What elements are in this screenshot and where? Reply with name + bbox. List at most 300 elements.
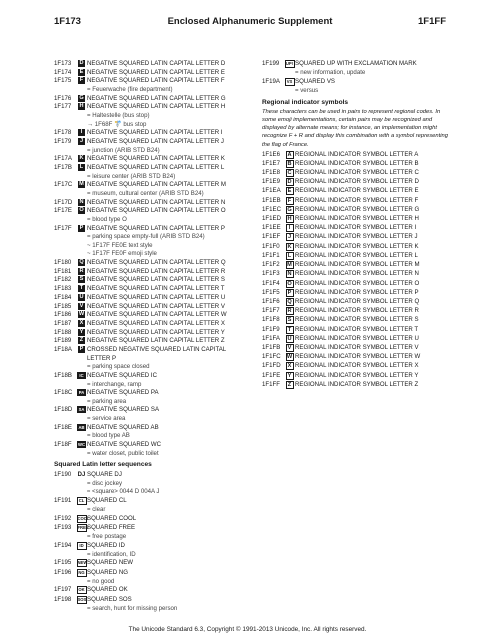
annotation: = blood type O — [87, 216, 127, 223]
glyph-cell — [76, 497, 87, 506]
chart-entry — [54, 181, 244, 190]
glyph: T — [286, 326, 294, 334]
chart-entry — [54, 406, 244, 415]
code-point: 1F1FF — [262, 380, 280, 388]
glyph: WC — [78, 442, 85, 448]
chart-entry — [54, 276, 244, 285]
glyph: M — [287, 262, 292, 269]
character-name: NEGATIVE SQUARED LATIN CAPITAL LETTER F — [87, 77, 225, 85]
chart-entry — [54, 199, 244, 208]
character-name: NEGATIVE SQUARED LATIN CAPITAL LETTER D — [87, 60, 226, 67]
chart-entry — [54, 372, 244, 381]
glyph: L — [286, 252, 294, 260]
code-point: 1F1F9 — [262, 325, 280, 333]
character-name: NEGATIVE SQUARED LATIN CAPITAL LETTER G — [87, 94, 226, 102]
chart-entry — [262, 307, 452, 316]
code-point: 1F18B — [54, 371, 72, 379]
glyph-cell — [76, 524, 87, 533]
glyph-cell — [76, 586, 87, 595]
character-name: REGIONAL INDICATOR SYMBOL LETTER C — [295, 169, 419, 177]
glyph-cell — [76, 138, 87, 147]
header-range-start: 1F173 — [54, 16, 81, 27]
glyph: C — [287, 170, 292, 177]
glyph: Z — [79, 337, 84, 344]
code-point: 1F19A — [262, 77, 280, 85]
code-point: 1F186 — [54, 311, 72, 319]
character-name: REGIONAL INDICATOR SYMBOL LETTER Q — [295, 297, 420, 305]
chart-entry — [262, 362, 452, 371]
glyph-cell — [76, 164, 87, 173]
glyph-cell — [76, 95, 87, 104]
character-name: SQUARED FREE — [87, 523, 136, 531]
glyph: K — [287, 243, 292, 250]
code-point: 1F17F — [54, 224, 72, 232]
glyph: X — [79, 320, 84, 326]
code-point: 1F1FC — [262, 353, 281, 361]
annotation: = clear — [87, 505, 106, 513]
code-point: 1F174 — [54, 68, 72, 76]
code-point: 1F1F1 — [262, 251, 280, 259]
character-name: REGIONAL INDICATOR SYMBOL LETTER F — [295, 196, 419, 204]
glyph-cell — [284, 316, 295, 325]
glyph: UP! — [285, 61, 294, 66]
code-point: 1F173 — [54, 60, 72, 67]
character-name: REGIONAL INDICATOR SYMBOL LETTER L — [295, 251, 418, 259]
character-name: REGIONAL INDICATOR SYMBOL LETTER P — [295, 288, 419, 296]
glyph-cell — [284, 206, 295, 215]
annotation: = parking area — [87, 397, 127, 405]
code-point: 1F17A — [54, 155, 72, 163]
glyph: CL — [77, 497, 87, 505]
chart-entry — [262, 233, 452, 242]
glyph: VS — [285, 78, 295, 86]
code-point: 1F17E — [54, 207, 72, 215]
annotation: = parking space empty-full (ARIB STD B24) — [87, 233, 205, 241]
glyph-cell — [284, 215, 295, 224]
chart-entry — [262, 252, 452, 261]
character-name: REGIONAL INDICATOR SYMBOL LETTER D — [295, 178, 419, 186]
character-name: NEGATIVE SQUARED LATIN CAPITAL LETTER N — [87, 198, 226, 206]
chart-entry — [54, 337, 244, 346]
code-point: 1F1ED — [262, 215, 281, 223]
chart-entry — [54, 60, 244, 69]
chart-entry — [262, 206, 452, 215]
code-point: 1F196 — [54, 568, 72, 576]
character-name: NEGATIVE SQUARED LATIN CAPITAL LETTER K — [87, 155, 225, 163]
chart-entry — [262, 344, 452, 353]
code-point: 1F1FE — [262, 371, 281, 379]
code-point: 1F1E6 — [262, 150, 280, 158]
chart-entry — [262, 326, 452, 335]
annotation: = interchange, ramp — [87, 380, 142, 388]
glyph: J — [79, 138, 84, 144]
glyph-cell — [284, 335, 295, 344]
glyph: NG — [78, 569, 85, 575]
glyph-cell — [76, 181, 87, 190]
glyph: O — [79, 207, 84, 214]
code-point: 1F17B — [54, 164, 72, 171]
glyph: X — [286, 362, 294, 370]
character-name: REGIONAL INDICATOR SYMBOL LETTER V — [295, 343, 419, 351]
chart-entry — [54, 497, 244, 506]
annotation: = new information, update — [295, 69, 366, 77]
chart-entry — [262, 381, 452, 390]
glyph: PA — [78, 390, 85, 396]
character-name: NEGATIVE SQUARED LATIN CAPITAL LETTER M — [87, 181, 226, 189]
glyph: OK — [78, 587, 85, 593]
code-point: 1F18F — [54, 441, 72, 449]
annotation: = search, hunt for missing person — [87, 604, 178, 612]
glyph-cell — [284, 187, 295, 196]
glyph-cell — [76, 207, 87, 216]
chart-entry — [54, 542, 244, 551]
glyph-cell — [76, 441, 87, 450]
annotation: = museum, cultural center (ARIB STD B24) — [87, 190, 204, 197]
character-name: REGIONAL INDICATOR SYMBOL LETTER J — [295, 233, 418, 241]
glyph-cell — [284, 197, 295, 206]
glyph: S — [79, 276, 84, 283]
glyph-cell — [76, 103, 87, 112]
chart-entry — [54, 164, 244, 173]
glyph: B — [287, 160, 292, 167]
annotation: → 1F68F 🚏 bus stop — [87, 120, 147, 128]
chart-entry — [262, 169, 452, 178]
chart-entry — [262, 261, 452, 270]
chart-entry — [262, 60, 452, 69]
character-name: SQUARED COOL — [87, 514, 137, 522]
glyph: SOS — [77, 596, 87, 602]
glyph-cell — [76, 311, 87, 320]
glyph: Z — [286, 381, 294, 389]
glyph-cell — [284, 270, 295, 279]
annotation: = versus — [295, 87, 319, 94]
code-point: 1F190 — [54, 470, 72, 478]
code-point: 1F181 — [54, 267, 72, 275]
character-name: NEGATIVE SQUARED LATIN CAPITAL LETTER X — [87, 320, 225, 327]
glyph-cell — [76, 199, 87, 208]
code-point: 1F1FA — [262, 334, 280, 342]
code-point: 1F195 — [54, 559, 72, 567]
glyph: N — [79, 198, 84, 205]
code-point: 1F193 — [54, 523, 72, 531]
character-name: REGIONAL INDICATOR SYMBOL LETTER W — [295, 353, 421, 361]
glyph-cell — [76, 77, 87, 86]
glyph-cell — [284, 326, 295, 335]
page-header — [54, 16, 446, 30]
chart-entry — [262, 151, 452, 160]
glyph: H — [79, 103, 84, 110]
glyph: I — [78, 129, 85, 136]
character-name: SQUARE DJ — [87, 470, 122, 478]
character-name: NEGATIVE SQUARED LATIN CAPITAL LETTER Z — [87, 337, 225, 345]
chart-entry — [54, 303, 244, 312]
code-point: 1F1EB — [262, 196, 281, 204]
code-point: 1F1F2 — [262, 261, 280, 269]
glyph: SA — [78, 407, 85, 413]
character-name: NEGATIVE SQUARED LATIN CAPITAL LETTER H — [87, 103, 226, 111]
chart-entry — [262, 160, 452, 169]
glyph-cell — [76, 471, 87, 480]
glyph-cell — [284, 298, 295, 307]
glyph: L — [79, 164, 84, 170]
glyph-cell — [284, 261, 295, 270]
glyph-cell — [76, 259, 87, 268]
code-point: 1F188 — [54, 328, 72, 336]
glyph: G — [287, 206, 292, 213]
glyph-cell — [76, 389, 87, 398]
header-title: Enclosed Alphanumeric Supplement — [167, 16, 333, 27]
glyph-cell — [76, 268, 87, 277]
character-name: REGIONAL INDICATOR SYMBOL LETTER E — [295, 187, 419, 195]
chart-entry — [54, 225, 244, 234]
glyph: J — [286, 233, 294, 241]
chart-entry — [54, 138, 244, 147]
character-name: REGIONAL INDICATOR SYMBOL LETTER N — [295, 270, 419, 278]
code-point: 1F189 — [54, 337, 72, 345]
glyph: E — [79, 68, 84, 75]
glyph-cell — [284, 243, 295, 252]
glyph-cell — [284, 233, 295, 242]
glyph-cell — [284, 178, 295, 187]
code-point: 1F1F0 — [262, 242, 280, 250]
glyph-cell — [76, 542, 87, 551]
code-point: 1F197 — [54, 586, 72, 594]
character-name: NEGATIVE SQUARED LATIN CAPITAL LETTER Y — [87, 328, 225, 336]
annotation: = identification, ID — [87, 550, 136, 558]
glyph: Q — [79, 259, 84, 266]
character-name: NEGATIVE SQUARED LATIN CAPITAL LETTER E — [87, 68, 225, 76]
glyph-cell — [76, 276, 87, 285]
chart-entry — [54, 424, 244, 433]
character-name: REGIONAL INDICATOR SYMBOL LETTER Y — [295, 371, 419, 379]
character-name: NEGATIVE SQUARED PA — [87, 389, 159, 397]
character-name: REGIONAL INDICATOR SYMBOL LETTER S — [295, 316, 419, 324]
glyph-cell — [284, 160, 295, 169]
glyph-cell — [284, 252, 295, 261]
code-point: 1F1EA — [262, 187, 281, 195]
glyph-cell — [284, 280, 295, 289]
character-name: REGIONAL INDICATOR SYMBOL LETTER Z — [295, 380, 419, 388]
character-name: NEGATIVE SQUARED IC — [87, 371, 157, 379]
chart-entry — [54, 77, 244, 86]
glyph-cell — [284, 381, 295, 390]
glyph: FREE — [77, 524, 89, 530]
chart-entry — [54, 259, 244, 268]
annotation: = disc jockey — [87, 479, 123, 487]
chart-entry — [54, 524, 244, 533]
chart-entry — [54, 69, 244, 78]
code-point: 1F1F4 — [262, 279, 280, 287]
character-name: NEGATIVE SQUARED SA — [87, 406, 160, 414]
glyph: NEW — [77, 560, 88, 566]
code-point: 1F18E — [54, 423, 72, 431]
glyph: Y — [286, 372, 294, 380]
glyph-cell — [76, 424, 87, 433]
character-name: REGIONAL INDICATOR SYMBOL LETTER M — [295, 261, 420, 269]
glyph: D — [79, 60, 84, 66]
annotation: = leisure center (ARIB STD B24) — [87, 172, 176, 180]
chart-entry — [54, 268, 244, 277]
character-name: REGIONAL INDICATOR SYMBOL LETTER G — [295, 205, 420, 213]
annotation: = Feuerwache (fire department) — [87, 86, 173, 94]
chart-entry — [262, 316, 452, 325]
code-point: 1F1EC — [262, 205, 281, 213]
code-point: 1F177 — [54, 103, 72, 111]
glyph: P — [286, 289, 294, 297]
character-name: SQUARED OK — [87, 586, 128, 594]
character-name: NEGATIVE SQUARED LATIN CAPITAL LETTER V — [87, 302, 225, 310]
chart-entry — [262, 178, 452, 187]
character-name: NEGATIVE SQUARED AB — [87, 423, 159, 431]
glyph-cell — [284, 307, 295, 316]
glyph-cell — [284, 224, 295, 233]
section-heading: Squared Latin letter sequences — [54, 461, 152, 469]
character-name: SQUARED VS — [295, 77, 335, 85]
code-point: 1F17C — [54, 181, 73, 189]
glyph: I — [286, 224, 294, 232]
annotation: = free postage — [87, 532, 127, 540]
code-point: 1F1F6 — [262, 297, 280, 305]
glyph-cell — [76, 320, 87, 329]
chart-entry — [54, 569, 244, 578]
glyph-cell — [76, 372, 87, 381]
glyph-cell — [284, 78, 295, 87]
chart-entry — [262, 78, 452, 87]
glyph-cell — [284, 362, 295, 371]
character-name: NEGATIVE SQUARED LATIN CAPITAL LETTER W — [87, 311, 227, 319]
character-name: CROSSED NEGATIVE SQUARED LATIN CAPITAL LETTER P — [87, 346, 226, 362]
glyph-cell — [284, 151, 295, 160]
glyph: COOL — [77, 515, 90, 521]
glyph-cell — [76, 406, 87, 415]
character-name: SQUARED SOS — [87, 595, 132, 603]
chart-entry — [54, 596, 244, 605]
glyph-cell — [76, 69, 87, 78]
chart-entry — [54, 389, 244, 398]
glyph: R — [79, 267, 84, 274]
character-name: SQUARED CL — [87, 496, 127, 504]
chart-entry — [262, 187, 452, 196]
character-name: REGIONAL INDICATOR SYMBOL LETTER O — [295, 279, 420, 287]
character-name: SQUARED NG — [87, 568, 128, 576]
glyph: DJ — [77, 471, 86, 478]
chart-entry — [262, 215, 452, 224]
glyph: R — [287, 308, 292, 315]
code-point: 1F183 — [54, 285, 72, 293]
chart-entry — [54, 155, 244, 164]
glyph-cell — [76, 303, 87, 312]
chart-entry — [262, 197, 452, 206]
glyph-cell — [76, 155, 87, 164]
annotation: = junction (ARIB STD B24) — [87, 146, 160, 154]
character-name: REGIONAL INDICATOR SYMBOL LETTER X — [295, 362, 419, 370]
glyph-cell — [284, 353, 295, 362]
glyph: D — [287, 179, 292, 186]
code-point: 1F17D — [54, 198, 73, 206]
character-name: NEGATIVE SQUARED LATIN CAPITAL LETTER L — [87, 164, 225, 171]
glyph: Q — [287, 298, 292, 305]
code-point: 1F1F8 — [262, 316, 280, 324]
glyph-cell — [76, 285, 87, 294]
chart-entry — [262, 298, 452, 307]
chart-entry — [54, 329, 244, 338]
character-name: NEGATIVE SQUARED LATIN CAPITAL LETTER S — [87, 276, 225, 284]
code-point: 1F1EF — [262, 233, 281, 241]
chart-entry — [262, 243, 452, 252]
glyph: P — [79, 224, 84, 231]
chart-entry — [54, 129, 244, 138]
chart-entry — [262, 353, 452, 362]
character-name: REGIONAL INDICATOR SYMBOL LETTER I — [295, 224, 417, 232]
annotation: = parking space closed — [87, 363, 150, 371]
glyph-cell — [76, 596, 87, 605]
chart-entry — [54, 515, 244, 524]
glyph: H — [287, 216, 292, 223]
glyph: V — [79, 302, 84, 309]
glyph: AB — [78, 424, 85, 430]
code-point: 1F1F3 — [262, 270, 280, 278]
annotation: = no good — [87, 577, 115, 585]
chart-entry — [262, 335, 452, 344]
code-point: 1F1F7 — [262, 307, 280, 315]
character-name: NEGATIVE SQUARED WC — [87, 441, 162, 449]
glyph: Y — [79, 328, 84, 335]
section-description: These characters can be used in pairs to represent regional codes. In some emoji implementations, certain pairs may be recognized and displayed by alternate means; for instance, an implementation might recognize F + R and display this combination with a symbol representing the flag of France. — [262, 109, 448, 148]
glyph: N — [287, 271, 292, 278]
code-point: 1F1E7 — [262, 159, 280, 167]
annotation: = Haltestelle (bus stop) — [87, 112, 150, 120]
glyph: IC — [77, 372, 86, 379]
character-name: REGIONAL INDICATOR SYMBOL LETTER R — [295, 307, 419, 315]
character-name: NEGATIVE SQUARED LATIN CAPITAL LETTER U — [87, 293, 226, 301]
glyph: ID — [77, 542, 87, 550]
chart-entry — [54, 95, 244, 104]
code-point: 1F179 — [54, 138, 72, 145]
code-point: 1F191 — [54, 496, 72, 504]
code-point: 1F1EE — [262, 224, 281, 232]
annotation: = water closet, public toilet — [87, 449, 159, 457]
chart-entry — [262, 372, 452, 381]
code-point: 1F175 — [54, 77, 72, 85]
character-name: NEGATIVE SQUARED LATIN CAPITAL LETTER Q — [87, 259, 226, 267]
glyph-cell — [76, 60, 87, 69]
code-point: 1F182 — [54, 276, 72, 284]
left-column — [54, 60, 244, 613]
annotation: ~ 1F17F FE0E text style — [87, 241, 153, 249]
character-name: SQUARED ID — [87, 541, 125, 549]
glyph: F — [286, 197, 294, 205]
glyph-cell — [76, 515, 90, 524]
annotation: = blood type AB — [87, 432, 130, 440]
glyph-cell — [284, 60, 295, 69]
annotation: ≈ <square> 0044 D 004A J — [87, 488, 160, 496]
chart-entry — [54, 311, 244, 320]
character-name: NEGATIVE SQUARED LATIN CAPITAL LETTER R — [87, 267, 226, 275]
character-name: REGIONAL INDICATOR SYMBOL LETTER K — [295, 242, 419, 250]
character-name: REGIONAL INDICATOR SYMBOL LETTER B — [295, 159, 419, 167]
chart-entry — [262, 280, 452, 289]
glyph: T — [79, 285, 84, 292]
code-point: 1F1E9 — [262, 178, 280, 186]
character-name: REGIONAL INDICATOR SYMBOL LETTER T — [295, 325, 419, 333]
chart-entry — [262, 224, 452, 233]
character-name: REGIONAL INDICATOR SYMBOL LETTER A — [295, 150, 419, 158]
glyph: G — [79, 94, 84, 101]
glyph-cell — [284, 372, 295, 381]
character-name: SQUARED UP WITH EXCLAMATION MARK — [295, 60, 417, 67]
code-point: 1F180 — [54, 259, 72, 267]
code-point: 1F1FD — [262, 362, 281, 370]
